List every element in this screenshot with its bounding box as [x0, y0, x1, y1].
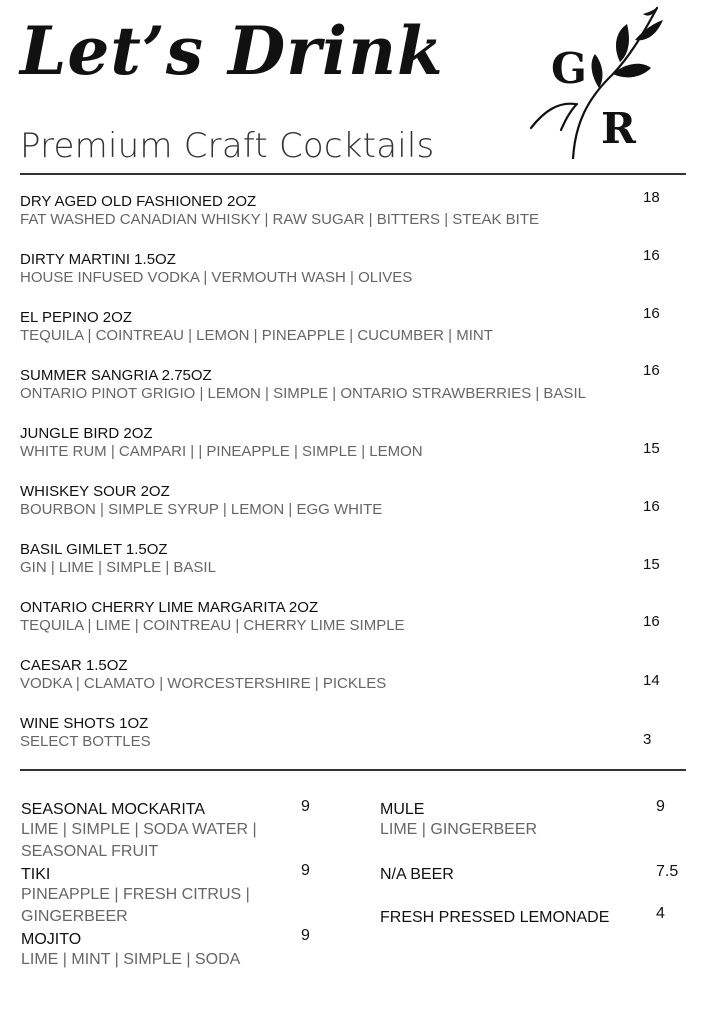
item-name: N/A BEER: [380, 866, 454, 883]
item-name: FRESH PRESSED LEMONADE: [380, 909, 610, 926]
item-name: MULE: [380, 801, 425, 818]
item-description: VODKA | CLAMATO | WORCESTERSHIRE | PICKLES: [20, 675, 387, 692]
item-price: 16: [643, 498, 660, 515]
item-price: 16: [643, 362, 660, 379]
list-item: [21, 862, 321, 928]
item-name: CAESAR 1.5OZ: [20, 657, 128, 674]
list-item: [20, 483, 680, 518]
item-name: DIRTY MARTINI 1.5OZ: [20, 251, 176, 268]
item-price: 15: [643, 556, 660, 573]
gr-logo: [525, 4, 665, 159]
item-description: SELECT BOTTLES: [20, 733, 151, 750]
list-item: [20, 305, 680, 344]
item-price: 9: [301, 862, 310, 879]
item-name: ONTARIO CHERRY LIME MARGARITA 2OZ: [20, 599, 319, 616]
list-item: [20, 599, 680, 634]
item-price: 18: [643, 189, 660, 206]
item-name: EL PEPINO 2OZ: [20, 309, 132, 326]
item-name: BASIL GIMLET 1.5OZ: [20, 541, 168, 558]
item-description: HOUSE INFUSED VODKA | VERMOUTH WASH | OLIVES: [20, 269, 413, 286]
item-description: WHITE RUM | CAMPARI | | PINEAPPLE | SIMPLE | LEMON: [20, 443, 423, 460]
list-item: [380, 798, 680, 841]
item-name: SEASONAL MOCKARITA: [21, 801, 206, 818]
item-price: 14: [643, 672, 660, 689]
item-price: 3: [643, 731, 652, 748]
item-name: WINE SHOTS 1OZ: [20, 715, 149, 732]
list-item: [20, 362, 680, 402]
item-description: TEQUILA | COINTREAU | LEMON | PINEAPPLE | CUCUMBER | MINT: [20, 327, 493, 344]
item-description: LIME | SIMPLE | SODA WATER | SEASONAL FRUIT: [21, 821, 257, 860]
item-name: SUMMER SANGRIA 2.75OZ: [20, 367, 212, 384]
menu-subtitle: Premium Craft Cocktails: [20, 126, 435, 166]
item-price: 9: [656, 798, 665, 815]
item-price: 7.5: [656, 863, 679, 880]
list-item: [20, 189, 680, 228]
item-description: FAT WASHED CANADIAN WHISKY | RAW SUGAR | BITTERS | STEAK BITE: [20, 211, 539, 228]
item-name: MOJITO: [21, 931, 82, 948]
item-price: 16: [643, 305, 660, 322]
item-price: 16: [643, 613, 660, 630]
list-item: [20, 425, 680, 460]
item-name: DRY AGED OLD FASHIONED 2OZ: [20, 193, 257, 210]
item-price: 9: [301, 927, 310, 944]
section-divider: [20, 769, 686, 771]
item-description: ONTARIO PINOT GRIGIO | LEMON | SIMPLE | ONTARIO STRAWBERRIES | BASIL: [20, 385, 586, 402]
list-item: [20, 541, 680, 576]
list-item: [380, 905, 680, 927]
list-item: [20, 247, 680, 286]
item-price: 9: [301, 798, 310, 815]
item-name: WHISKEY SOUR 2OZ: [20, 483, 170, 500]
logo-letter-r: R: [601, 104, 636, 153]
item-description: PINEAPPLE | FRESH CITRUS | GINGERBEER: [21, 886, 250, 925]
leaf-branch-icon: [525, 4, 665, 159]
list-item: [20, 657, 680, 692]
item-price: 15: [643, 440, 660, 457]
item-name: JUNGLE BIRD 2OZ: [20, 425, 153, 442]
item-price: 4: [656, 905, 665, 922]
menu-title: Let’s Drink: [20, 12, 444, 90]
list-item: [380, 863, 680, 884]
item-description: BOURBON | SIMPLE SYRUP | LEMON | EGG WHITE: [20, 501, 383, 518]
logo-letter-g: G: [551, 44, 587, 93]
item-description: LIME | GINGERBEER: [380, 821, 538, 838]
list-item: [20, 715, 680, 750]
list-item: [21, 927, 321, 971]
item-description: LIME | MINT | SIMPLE | SODA: [21, 951, 241, 968]
item-description: TEQUILA | LIME | COINTREAU | CHERRY LIME SIMPLE: [20, 617, 405, 634]
header-divider: [20, 173, 686, 175]
item-description: GIN | LIME | SIMPLE | BASIL: [20, 559, 216, 576]
list-item: [21, 798, 321, 863]
item-name: TIKI: [21, 866, 51, 883]
item-price: 16: [643, 247, 660, 264]
